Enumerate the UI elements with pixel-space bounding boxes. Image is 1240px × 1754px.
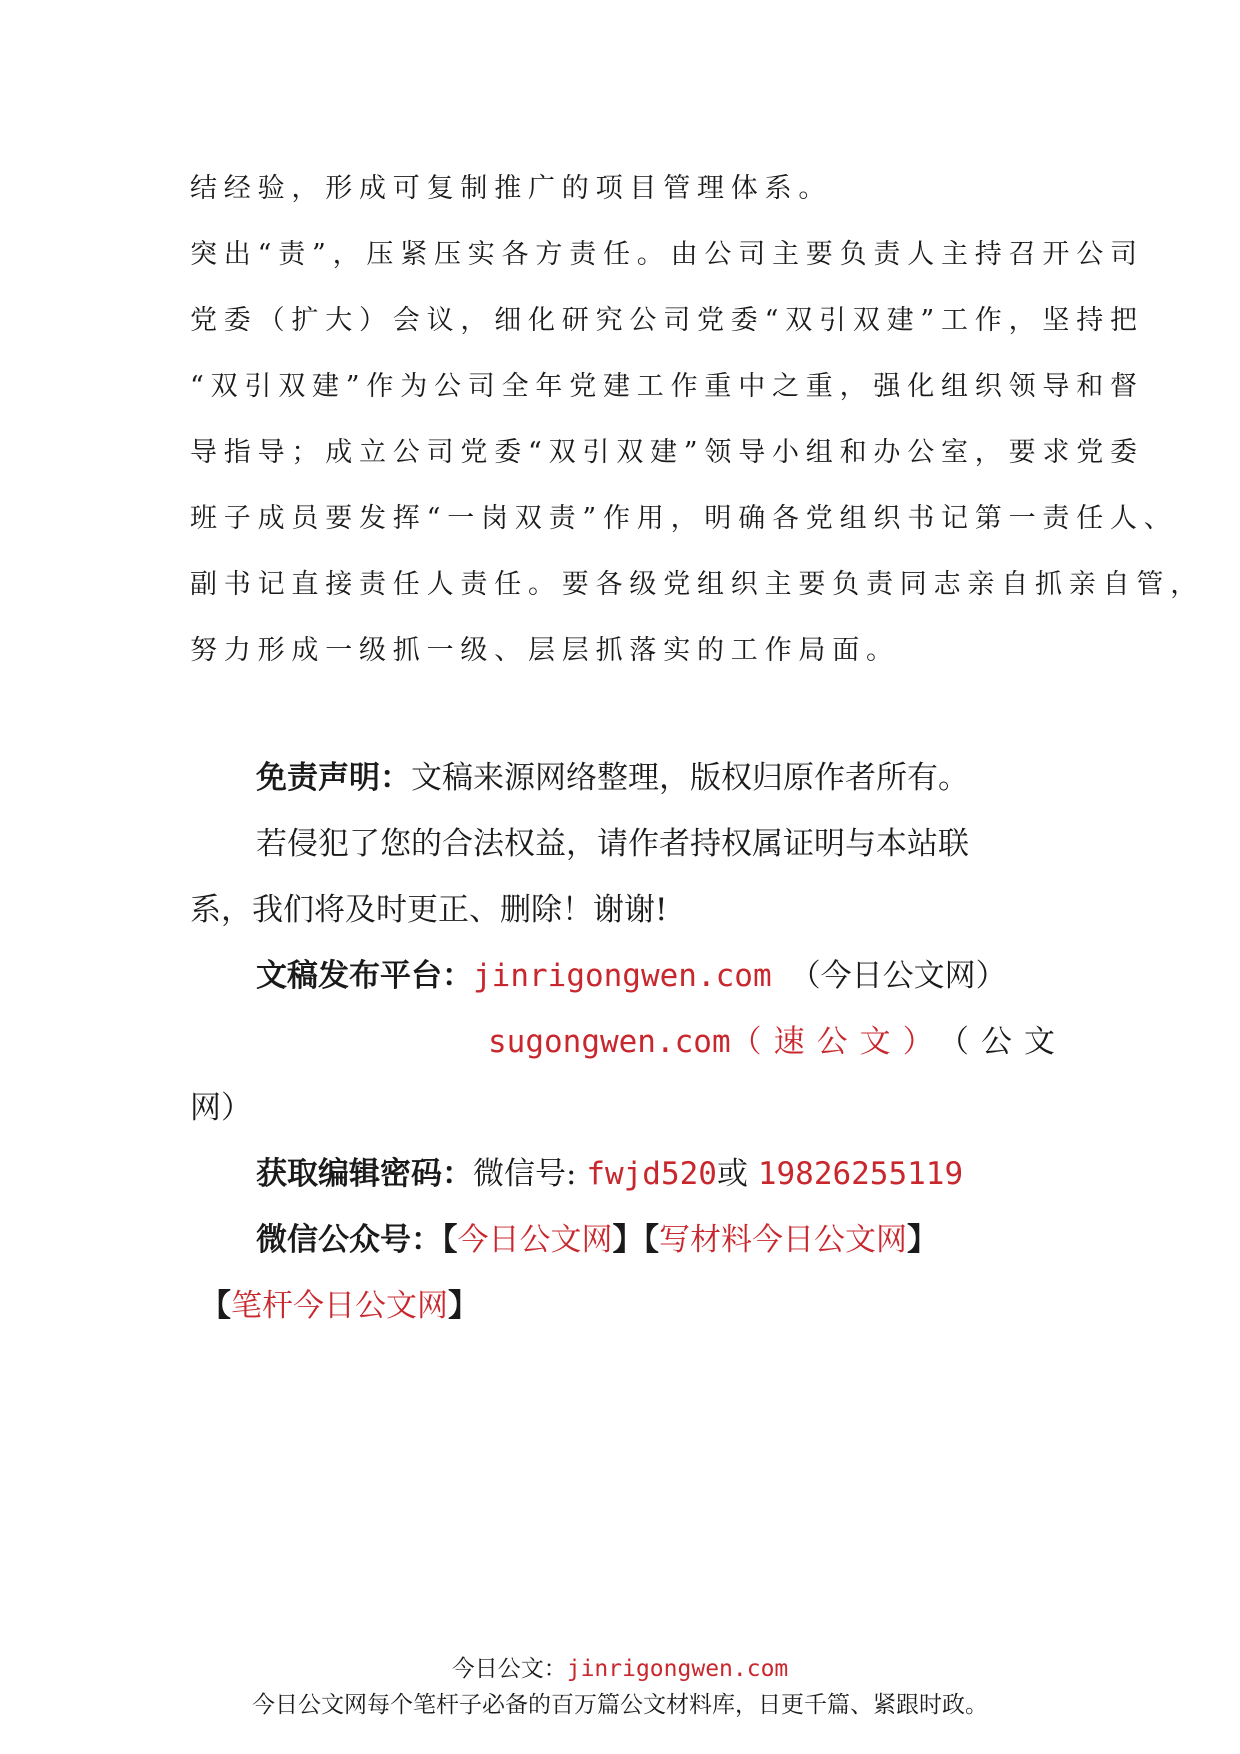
body-line-5: 导指导；成立公司党委“双引双建”领导小组和办公室，要求党委: [190, 437, 1144, 468]
official-account-2[interactable]: 写材料今日公文网: [659, 1222, 907, 1258]
platform-label: 文稿发布平台：: [256, 958, 473, 994]
official-account-3[interactable]: 笔杆今日公文网: [231, 1288, 448, 1324]
phone-number: 19826255119: [757, 1156, 964, 1192]
bracket-close-1: 】: [612, 1222, 644, 1258]
body-line-1: 结经验，形成可复制推广的项目管理体系。: [190, 173, 833, 204]
disclaimer-text-2: 若侵犯了您的合法权益，请作者持权属证明与本站联: [256, 826, 969, 862]
official-line-2: [200, 1286, 479, 1326]
disclaimer-text: 文稿来源网络整理，版权归原作者所有。: [411, 760, 969, 796]
bracket-close-3: 】: [448, 1288, 479, 1324]
body-line-6: 班子成员要发挥“一岗双责”作用，明确各党组织书记第一责任人、: [190, 503, 1178, 534]
disclaimer-label: 免责声明：: [256, 760, 411, 796]
platform-line-2: [488, 1022, 946, 1062]
password-label: 获取编辑密码：: [256, 1156, 473, 1192]
password-prefix: 微信号:: [473, 1156, 577, 1192]
footer-site-link[interactable]: jinrigongwen.com: [566, 1656, 789, 1682]
platform-tail: （公文: [938, 1024, 1067, 1060]
bracket-open-1: 【: [442, 1222, 458, 1258]
bracket-open-3: 【: [200, 1288, 231, 1324]
footer-line-1: [0, 1654, 1240, 1684]
official-label: 微信公众号：: [256, 1222, 442, 1258]
body-line-3: 党委（扩大）会议，细化研究公司党委“双引双建”工作，坚持把: [190, 305, 1144, 336]
platform-site-link-1[interactable]: jinrigongwen.com: [473, 958, 772, 994]
body-line-7: 副书记直接责任人责任。要各级党组织主要负责同志亲自抓亲自管，: [190, 569, 1204, 600]
platform-site-link-2[interactable]: sugongwen.com: [488, 1024, 731, 1060]
password-or: 或: [716, 1156, 748, 1192]
body-line-8: 努力形成一级抓一级、层层抓落实的工作局面。: [190, 635, 900, 666]
official-line: [256, 1220, 938, 1260]
body-line-2: 突出“责”，压紧压实各方责任。由公司主要负责人主持召开公司: [190, 239, 1144, 270]
platform-line: [256, 956, 1007, 996]
footer-line-2: 今日公文网每个笔杆子必备的百万篇公文材料库，日更千篇、紧跟时政。: [252, 1692, 988, 1718]
official-account-1[interactable]: 今日公文网: [457, 1222, 613, 1258]
disclaimer-text-3: 系，我们将及时更正、删除！谢谢!: [190, 892, 668, 928]
bracket-open-2: 【: [643, 1222, 659, 1258]
footer-prefix: 今日公文：: [451, 1656, 567, 1682]
disclaimer-line: [256, 758, 969, 798]
platform-site-name-1: （今日公文网）: [789, 958, 1007, 994]
wechat-id: fwjd520: [586, 1156, 717, 1192]
body-line-4: “双引双建”作为公司全年党建工作重中之重，强化组织领导和督: [190, 371, 1144, 402]
platform-tail-2: 网）: [190, 1090, 252, 1126]
platform-site-name-2: （速公文）: [730, 1024, 946, 1060]
bracket-close-2: 】: [907, 1222, 938, 1258]
password-line: [256, 1154, 963, 1194]
